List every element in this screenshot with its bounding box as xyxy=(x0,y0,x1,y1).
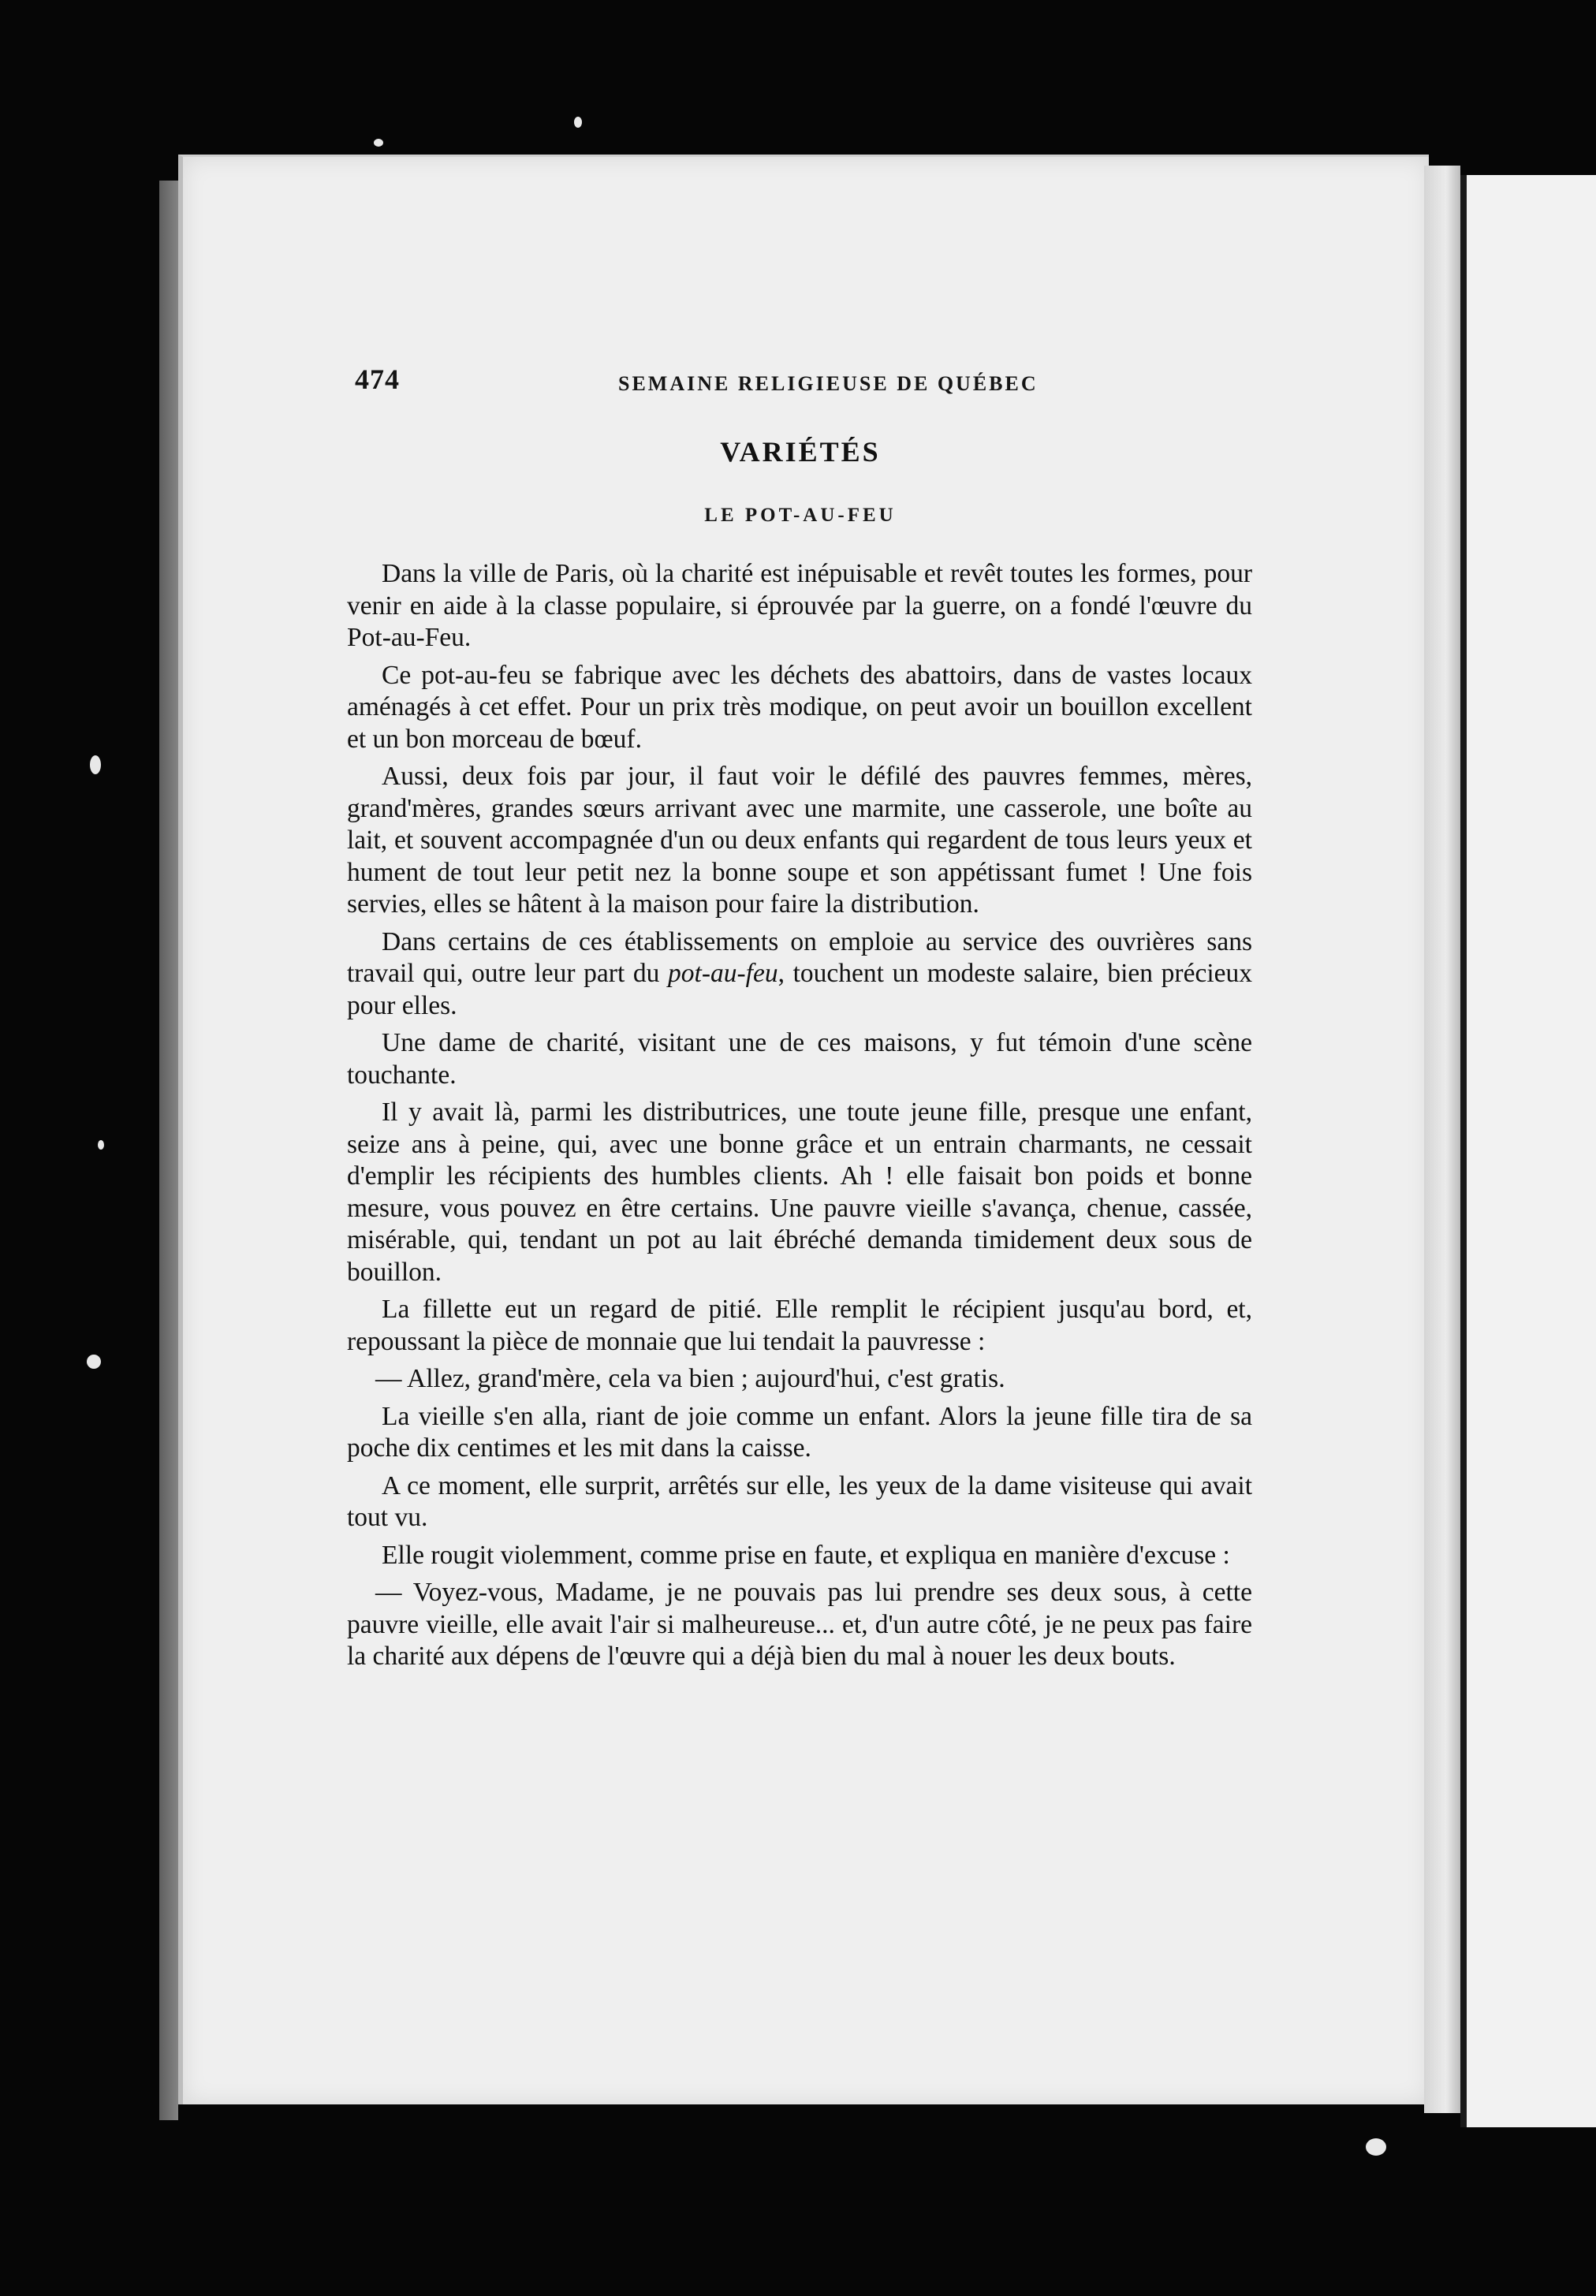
scan-speck xyxy=(87,1355,101,1369)
paragraph-text: Dans certains de ces établissements on emploie au service des ouvrières sans travail qui, outre leur part du xyxy=(347,926,1252,988)
paragraph: Aussi, deux fois par jour, il faut voir le défilé des pauvres femmes, mères, grand'mères, grandes sœurs arrivant avec une marmite, une casserole, une boîte au lait, et souvent accompagnée d'un ou deux enfants qui regardent de tous leurs yeux et hument de tout leur petit nez la bonne soupe et son appétissant fumet ! Une fois servies, elles se hâtent à la maison pour faire la distribution. xyxy=(347,762,1252,919)
section-title: VARIÉTÉS xyxy=(720,436,881,468)
article-body xyxy=(347,558,1252,1679)
paragraph: Ce pot-au-feu se fabrique avec les déchets des abattoirs, dans de vastes locaux aménagés à cet effet. Pour un prix très modique, on peut avoir un bouillon excellent et un bon morceau de bœuf. xyxy=(347,660,1252,754)
paragraph: Elle rougit violemment, comme prise en faute, et expliqua en manière d'excuse : xyxy=(382,1540,1230,1570)
scan-speck xyxy=(374,139,383,147)
paragraph: Dans la ville de Paris, où la charité est inépuisable et revêt toutes les formes, pour venir en aide à la classe populaire, si éprouvée par la guerre, on a fondé l'œuvre du Pot-au-Feu. xyxy=(347,559,1252,652)
book-gutter xyxy=(1424,166,1460,2113)
paragraph: Une dame de charité, visitant une de ces maisons, y fut témoin d'une scène touchante. xyxy=(347,1028,1252,1090)
page-number: 474 xyxy=(355,363,400,395)
page-header xyxy=(355,363,1246,410)
paragraph xyxy=(347,926,1252,1023)
italic-term: pot-au-feu xyxy=(668,959,778,988)
scan-speck xyxy=(98,1140,104,1150)
paragraph: Il y avait là, parmi les distributrices, une toute jeune fille, presque une enfant, seize ans à peine, qui, avec une bonne grâce et un entrain charmants, ne cessait d'emplir les récipients des humbles clients. Ah ! elle faisait bon poids et bonne mesure, vous pouvez en être certains. Une pauvre vieille s'avança, chenue, cassée, misérable, qui, tendant un pot au lait ébréché demanda timidement deux sous de bouillon. xyxy=(347,1098,1252,1287)
article-title: LE POT-AU-FEU xyxy=(704,505,897,526)
scan-speck xyxy=(90,755,101,774)
paragraph: A ce moment, elle surprit, arrêtés sur elle, les yeux de la dame visiteuse qui avait tout vu. xyxy=(347,1470,1252,1532)
paragraph: La vieille s'en alla, riant de joie comme un enfant. Alors la jeune fille tira de sa poche dix centimes et les mit dans la caisse. xyxy=(347,1401,1252,1463)
dialogue-line: — Voyez-vous, Madame, je ne pouvais pas lui prendre ses deux sous, à cette pauvre vieille, elle avait l'air si malheureuse... et, d'un autre côté, je ne peux pas faire la charité aux dépens de l'œuvre qui a déjà bien du mal à nouer les deux bouts. xyxy=(347,1578,1252,1671)
paragraph-text: , touchent un modeste salaire, bien précieux pour elles. xyxy=(347,959,1253,1020)
paragraph: La fillette eut un regard de pitié. Elle remplit le récipient jusqu'au bord, et, repoussant la pièce de monnaie que lui tendait la pauvresse : xyxy=(347,1295,1252,1356)
scan-speck xyxy=(574,117,582,128)
scan-speck xyxy=(1366,2138,1386,2156)
facing-page xyxy=(1460,175,1596,2127)
running-title: SEMAINE RELIGIEUSE DE QUÉBEC xyxy=(618,372,1039,395)
dialogue-line: — Allez, grand'mère, cela va bien ; aujourd'hui, c'est gratis. xyxy=(375,1364,1005,1393)
